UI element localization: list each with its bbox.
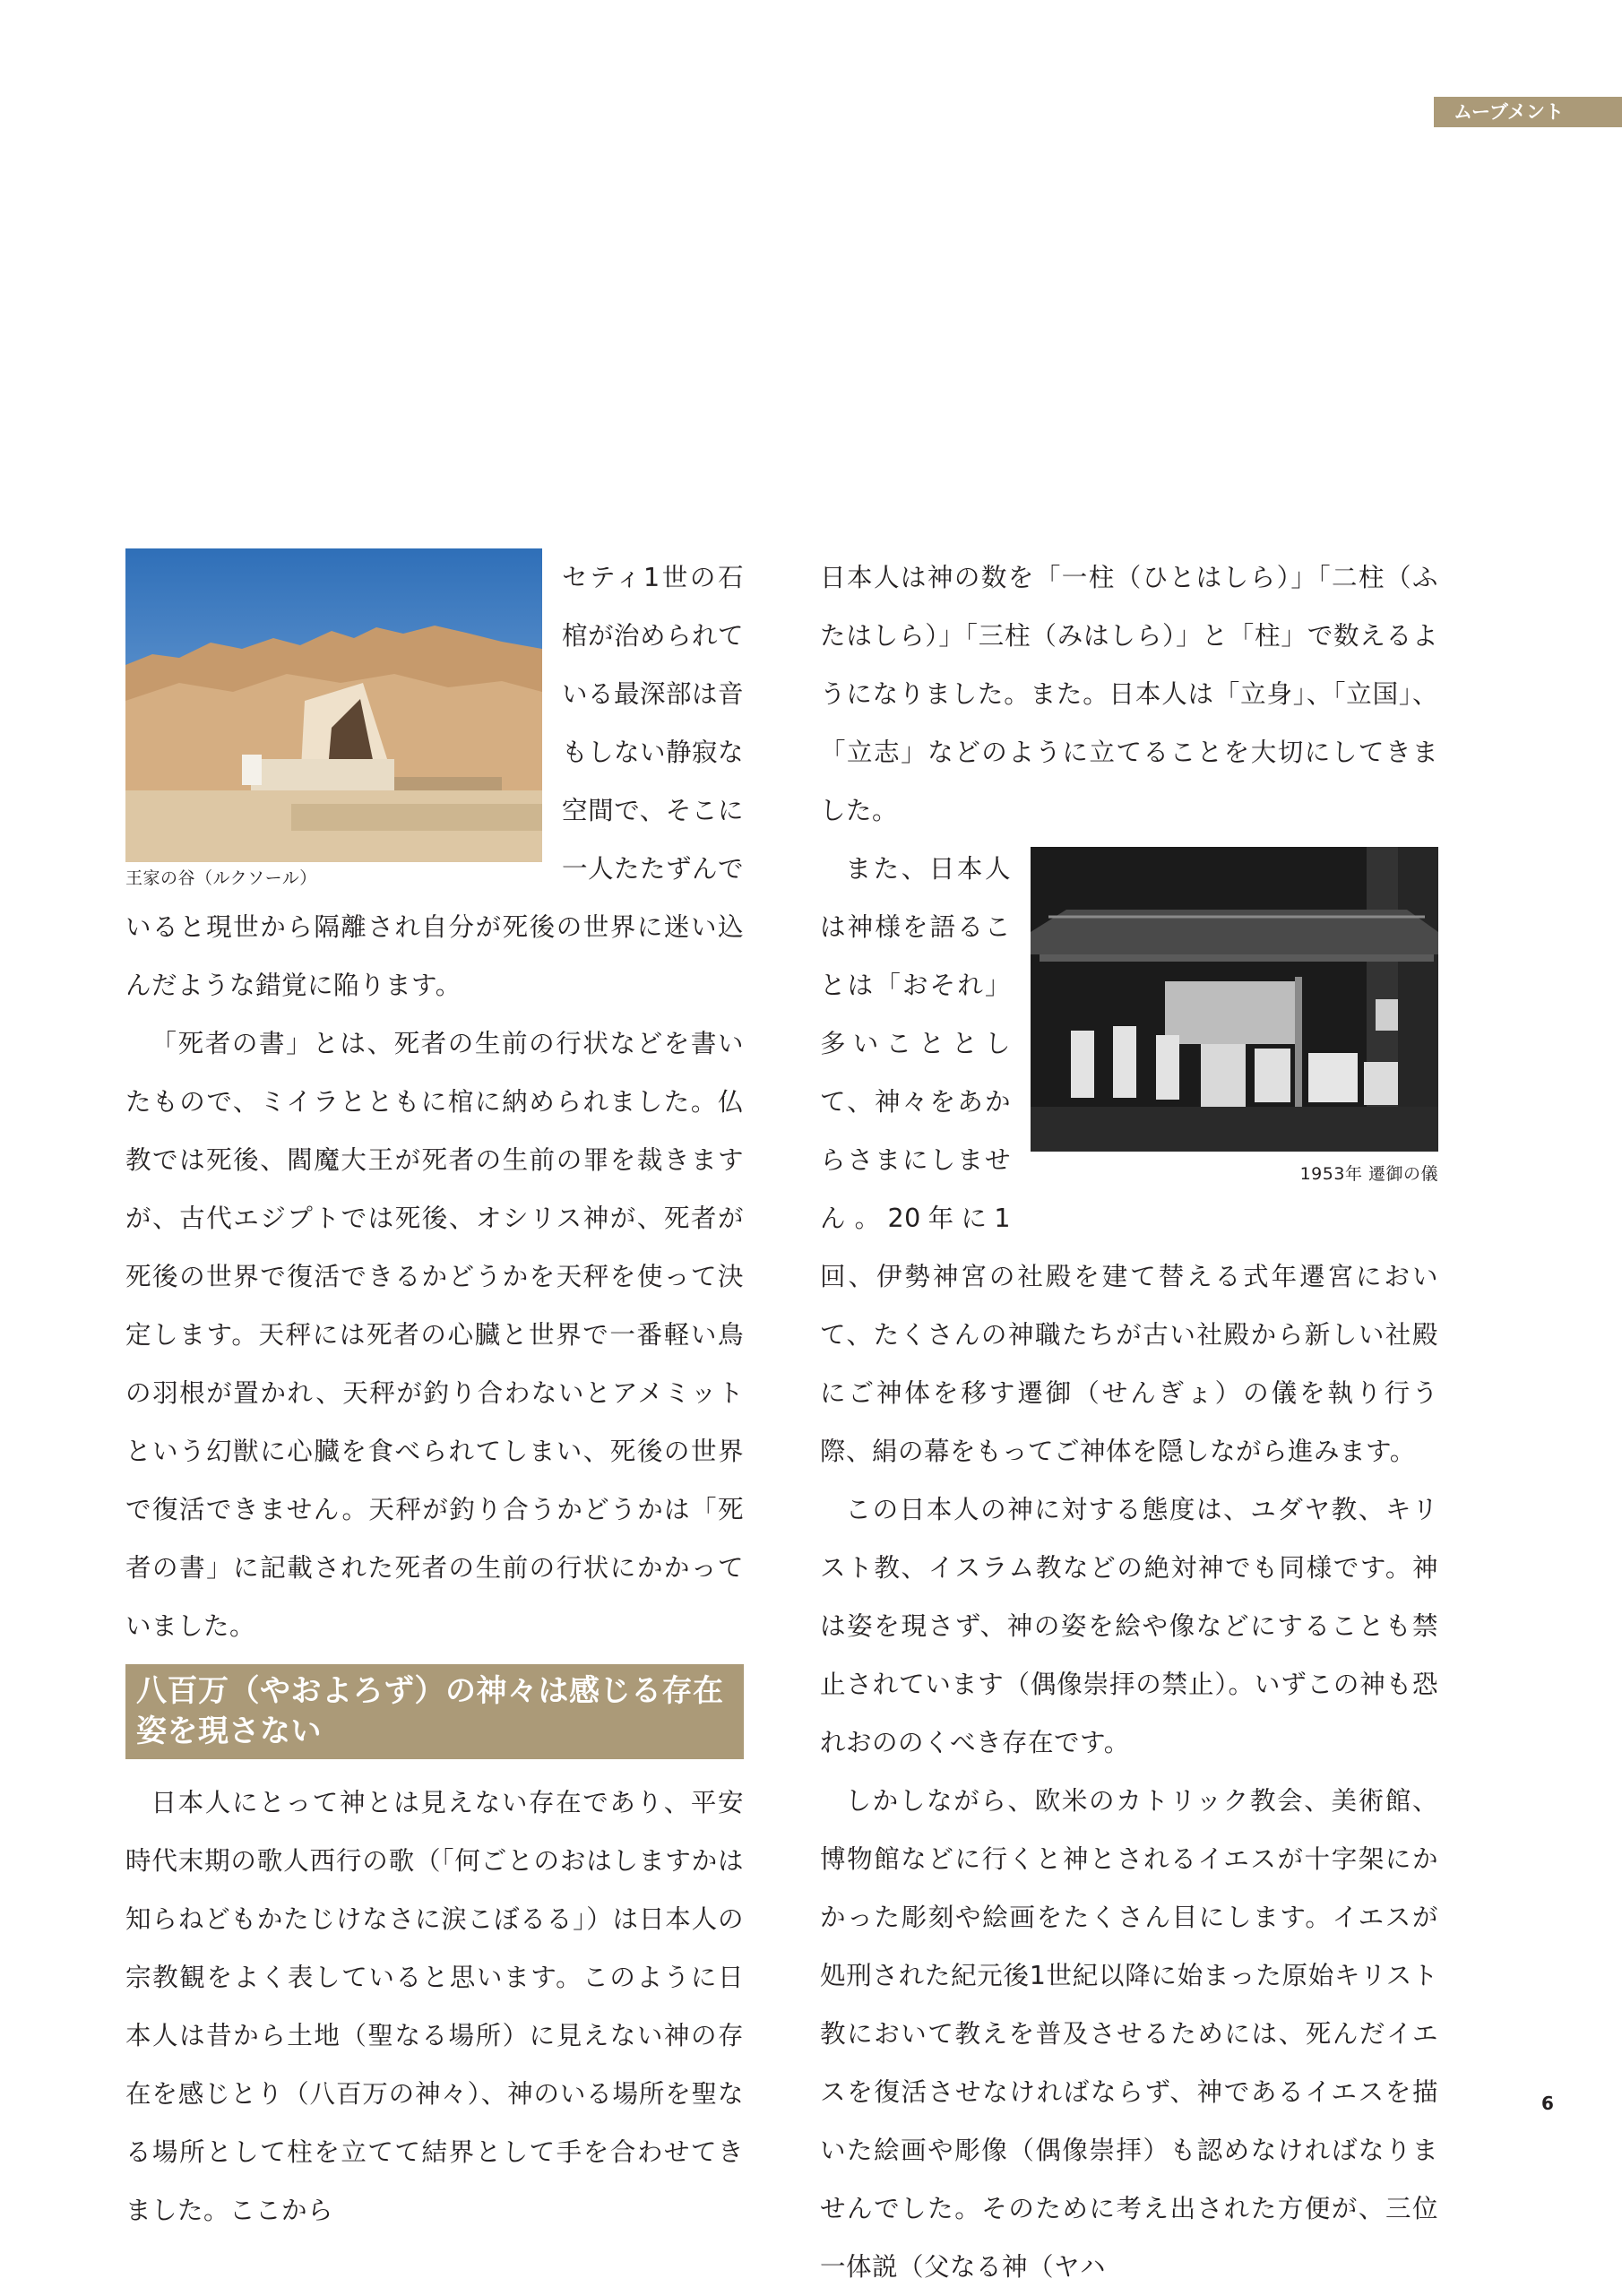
valley-of-kings-photo: [125, 548, 542, 862]
page-number: 6: [1541, 2093, 1554, 2114]
left-column: [125, 548, 744, 2240]
sengyo-ceremony-photo: [1031, 847, 1438, 1152]
section-heading: 八百万（やおよろず）の神々は感じる存在姿を現さない: [125, 1664, 744, 1759]
valley-of-kings-figure: [125, 548, 542, 898]
counting-gods-paragraph: 日本人は神の数を「一柱（ひとはしら）」「二柱（ふたはしら）」「三柱（みはしら）」と「柱」で数えるようになりました。また。日本人は「立身」、「立国」、「立志」などのように立てることを大切にしてきました。: [820, 563, 1438, 825]
section-label: ムーブメント: [1454, 101, 1565, 123]
book-of-dead-paragraph: 「死者の書」とは、死者の生前の行状などを書いたもので、ミイラとともに棺に納められました。仏教では死後、閻魔大王が死者の生前の罪を裁きますが、古代エジプトでは死後、オシリス神が、死者が死後の世界で復活できるかどうかを天秤を使って決定します。天秤には死者の心臓と世界で一番軽い鳥の羽根が置かれ、天秤が釣り合わないとアメミットという幻獣に心臓を食べられてしまい、死後の世界で復活できません。天秤が釣り合うかどうかは「死者の書」に記載された死者の生前の行状にかかっていました。: [125, 1029, 744, 1641]
japanese-gods-paragraph: 日本人にとって神とは見えない存在であり、平安時代末期の歌人西行の歌（「何ごとのおはしますかは知らねどもかたじけなさに涙こぼるる」）は日本人の宗教観をよく表していると思います。このように日本人は昔から土地（聖なる場所）に見えない神の存在を感じとり（八百万の神々）、神のいる場所を聖なる場所として柱を立てて結界として手を合わせてきました。ここから: [125, 1788, 744, 2225]
ise-shrine-paragraph: [820, 840, 1438, 1480]
intro-paragraph: セティ1世の石棺が治められている最深部は音もしない静寂な空間で、そこに一人たたずんでいると現世から隔離され自分が死後の世界に迷い込んだような錯覚に陥ります。: [125, 563, 745, 1000]
section-tab: [1434, 97, 1622, 127]
absolute-god-paragraph: この日本人の神に対する態度は、ユダヤ教、キリスト教、イスラム教などの絶対神でも同様です。神は姿を現さず、神の姿を絵や像などにすることも禁止されています（偶像崇拝の禁止）。いずこの神も恐れおののくべき存在です。: [820, 1495, 1438, 1757]
christianity-paragraph: しかしながら、欧米のカトリック教会、美術館、博物館などに行くと神とされるイエスが十字架にかかった彫刻や絵画をたくさん目にします。イエスが処刑された紀元後1世紀以降に始まった原始キリスト教において教えを普及させるためには、死んだイエスを復活させなければならず、神であるイエスを描いた絵画や彫像（偶像崇拝）も認めなければなりませんでした。そのために考え出された方便が、三位一体説（父なる神（ヤハ: [820, 1786, 1438, 2282]
left-photo-caption: 王家の谷（ルクソール）: [125, 868, 317, 888]
ise-shrine-text: また、日本人は神様を語ることは「おそれ」多いこととして、神々をあからさまにしません。20年に1回、伊勢神宮の社殿を建て替える式年遷宮において、たくさんの神職たちが古い社殿から新しい社殿にご神体を移す遷御（せんぎょ）の儀を執り行う際、絹の幕をもってご神体を隠しながら進みます。: [820, 854, 1438, 1466]
right-column: [820, 548, 1438, 2296]
right-photo-caption: 1953年 遷御の儀: [1299, 1164, 1438, 1184]
sengyo-figure: [1031, 847, 1438, 1196]
